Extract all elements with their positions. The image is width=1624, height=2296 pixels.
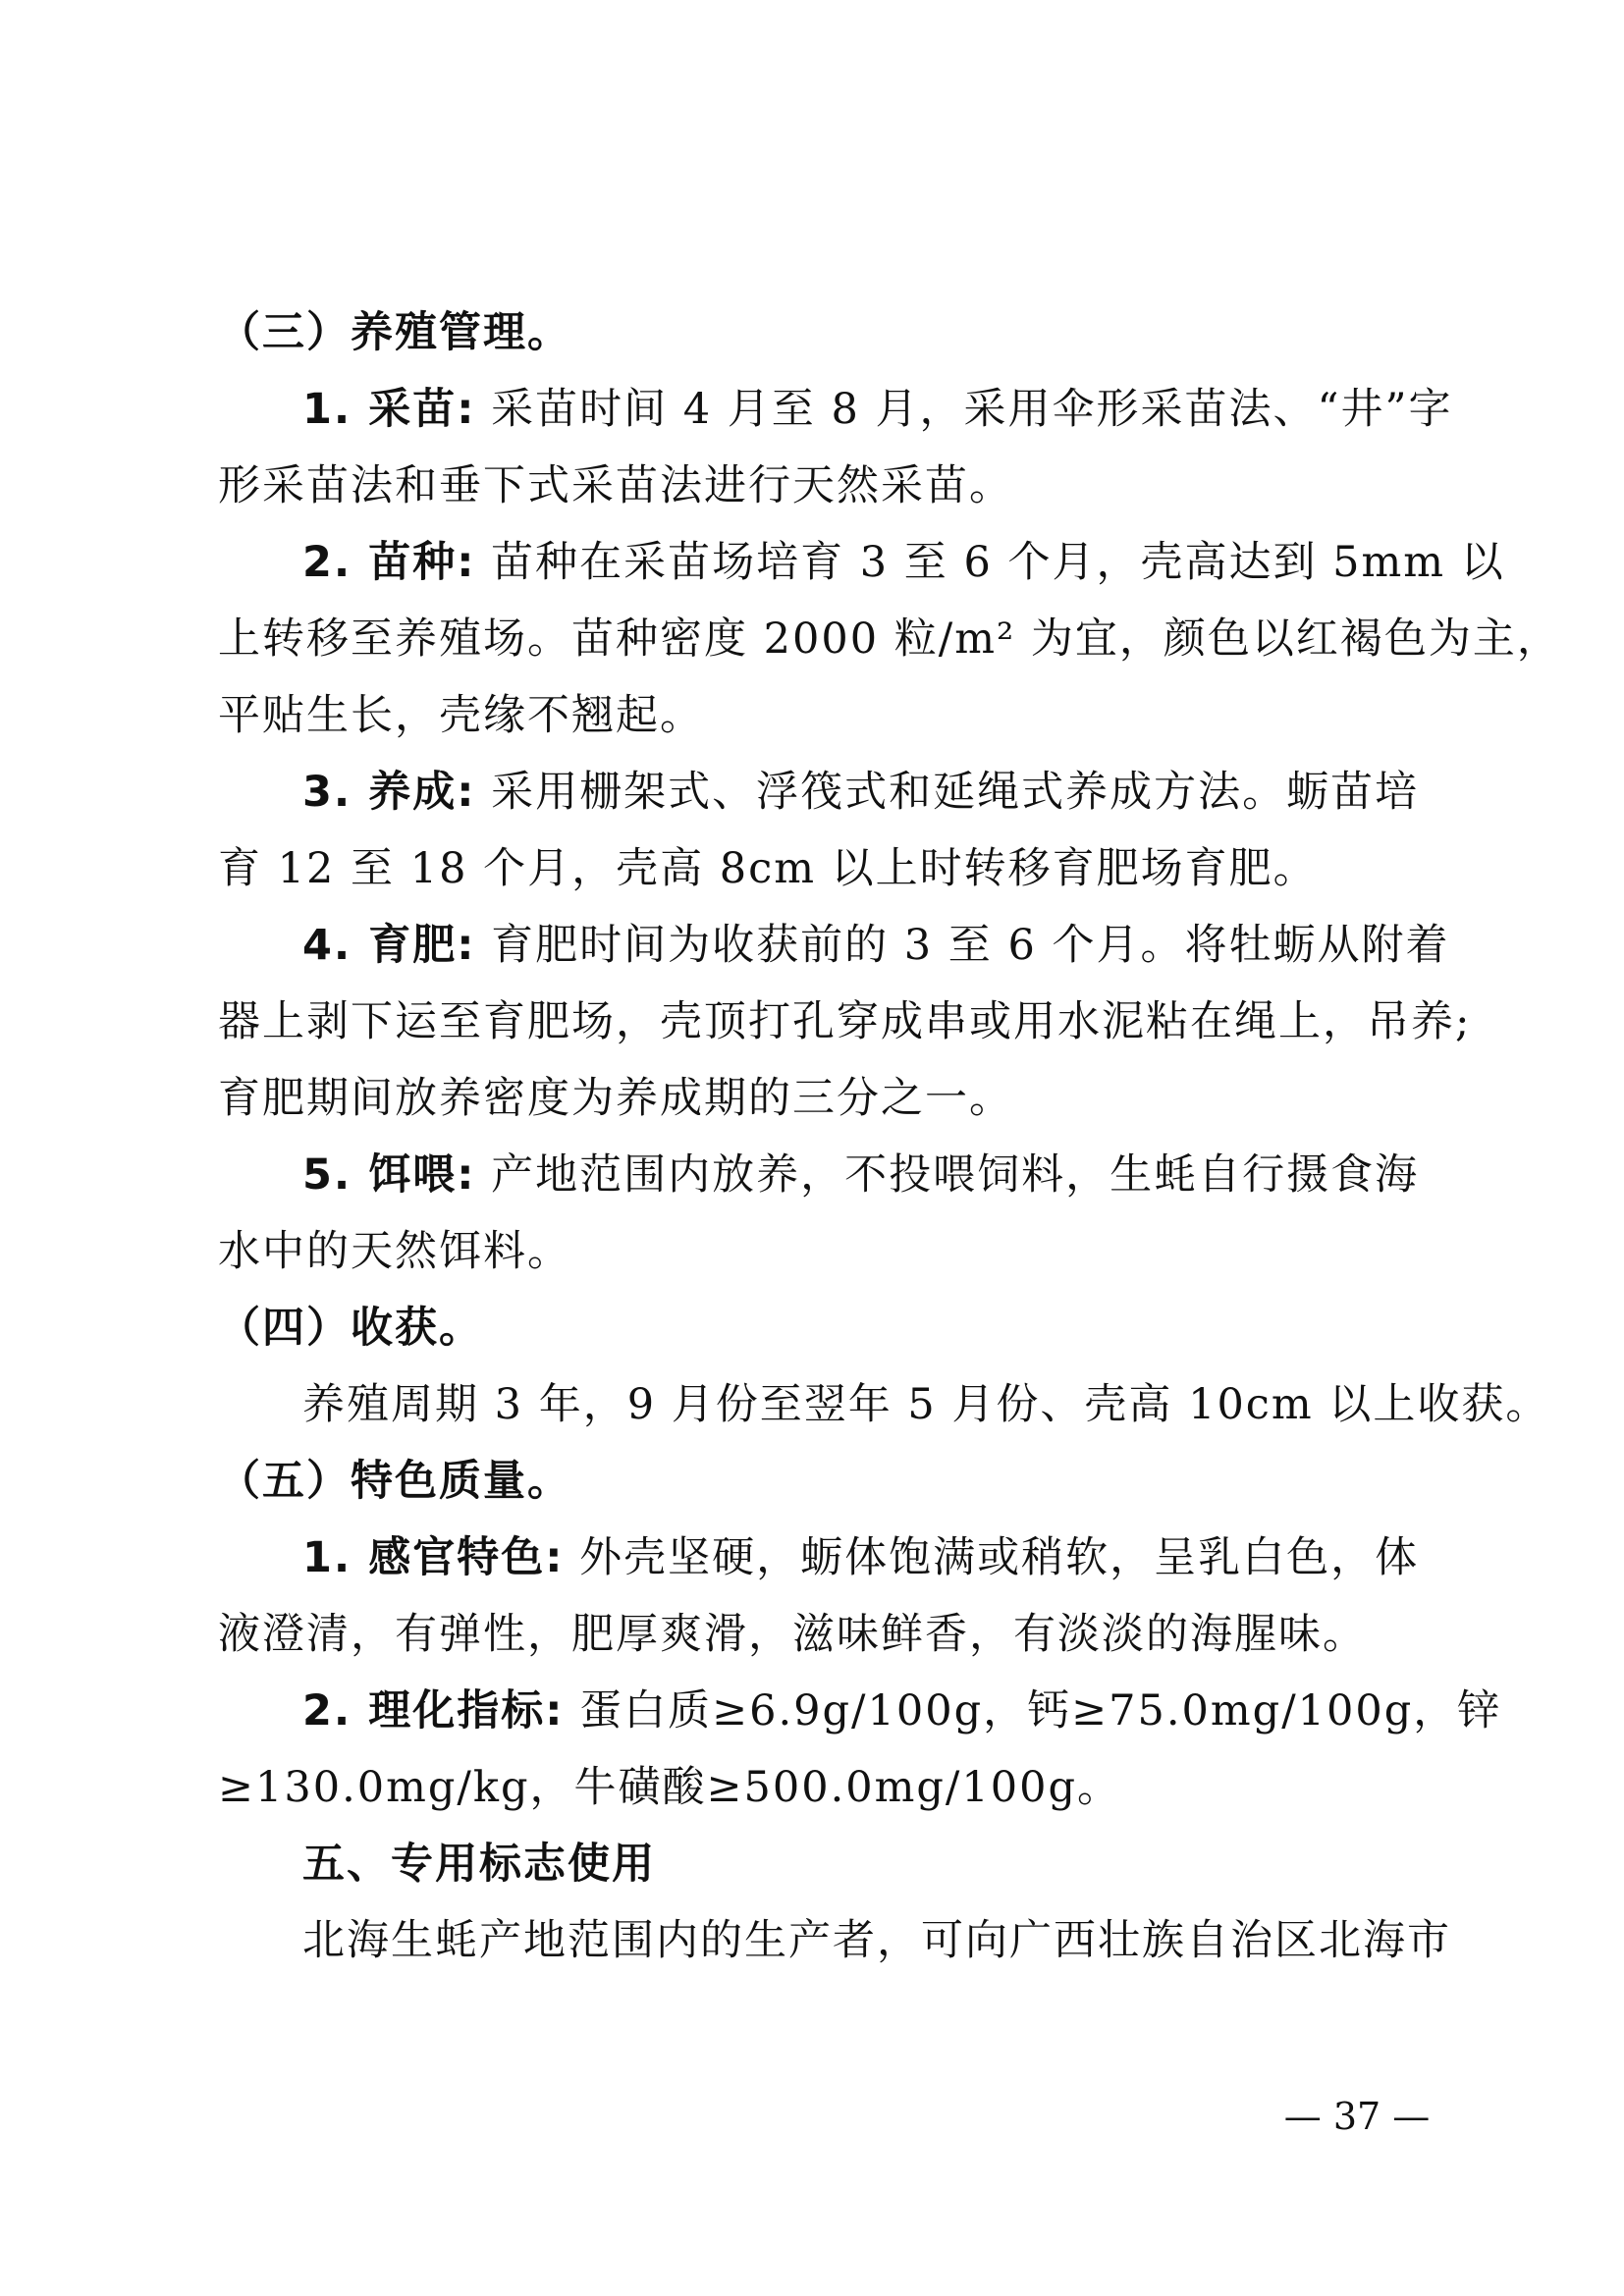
item-label: 3. 养成: [302,768,476,817]
paragraph-physicochemical [218,1673,1502,1749]
item-label: 2. 苗种: [302,538,476,587]
paragraph-text: 苗种在采苗场培育 3 至 6 个月，壳高达到 5mm 以 [491,538,1505,587]
chapter-heading-special-mark [218,1826,1426,1902]
paragraph-text: 采用栅架式、浮筏式和延绳式养成方法。蛎苗培 [491,768,1420,817]
section-heading-cultivation [218,294,1426,371]
paragraph-continuation [218,1749,1426,1826]
paragraph-fattening [218,907,1450,984]
page-number: — 37 — [1283,2095,1431,2138]
paragraph-continuation [218,830,1426,907]
paragraph-seedlings [218,524,1505,601]
chapter-heading-text: 五、专用标志使用 [302,1840,656,1889]
paragraph-text: 液澄清，有弹性，肥厚爽滑，滋味鲜香，有淡淡的海腥味。 [218,1610,1367,1659]
section-heading-text: （四）收获。 [218,1304,483,1353]
body-text [218,294,1561,1979]
paragraph-grow-out [218,754,1426,830]
paragraph-continuation [218,984,1472,1060]
paragraph-feeding [218,1137,1426,1213]
paragraph-continuation [218,1060,1426,1137]
item-label: 1. 采苗: [302,385,476,434]
paragraph-continuation [218,448,1426,524]
section-heading-text: （五）特色质量。 [218,1457,571,1506]
paragraph-continuation [218,601,1561,677]
item-label: 2. 理化指标: [302,1686,565,1735]
paragraph-text: 产地范围内放养，不投喂饲料，生蚝自行摄食海 [491,1150,1420,1200]
section-heading-quality [218,1443,1426,1520]
item-label: 5. 饵喂: [302,1150,476,1200]
paragraph-text: 形采苗法和垂下式采苗法进行天然采苗。 [218,461,1013,510]
paragraph-text: 北海生蚝产地范围内的生产者，可向广西壮族自治区北海市 [302,1916,1451,1965]
item-label: 4. 育肥: [302,921,476,970]
paragraph-seed-collection [218,371,1453,448]
paragraph-text: 采苗时间 4 月至 8 月，采用伞形采苗法、“井”字 [491,385,1453,434]
paragraph-text: 器上剥下运至育肥场，壳顶打孔穿成串或用水泥粘在绳上，吊养; [218,997,1472,1046]
paragraph-sensory [218,1520,1426,1596]
paragraph-special-mark [218,1902,1451,1979]
item-label: 1. 感官特色: [302,1533,565,1582]
paragraph-text: 平贴生长，壳缘不翘起。 [218,691,704,740]
paragraph-text: 育 12 至 18 个月，壳高 8cm 以上时转移育肥场育肥。 [218,844,1318,893]
paragraph-continuation [218,677,1426,754]
paragraph-text: 蛋白质≥6.9g/100g，钙≥75.0mg/100g，锌 [579,1686,1502,1735]
paragraph-continuation [218,1596,1426,1673]
paragraph-text: 水中的天然饵料。 [218,1227,571,1276]
paragraph-text: 外壳坚硬，蛎体饱满或稍软，呈乳白色，体 [579,1533,1420,1582]
section-heading-text: （三）养殖管理。 [218,308,571,357]
paragraph-continuation [218,1213,1426,1290]
paragraph-text: 养殖周期 3 年，9 月份至翌年 5 月份、壳高 10cm 以上收获。 [302,1380,1550,1429]
paragraph-text: 上转移至养殖场。苗种密度 2000 粒/m² 为宜，颜色以红褐色为主， [218,614,1561,664]
paragraph-text: 育肥期间放养密度为养成期的三分之一。 [218,1074,1013,1123]
paragraph-text: ≥130.0mg/kg，牛磺酸≥500.0mg/100g。 [218,1763,1122,1812]
paragraph-harvest [218,1366,1550,1443]
paragraph-text: 育肥时间为收获前的 3 至 6 个月。将牡蛎从附着 [491,921,1450,970]
section-heading-harvest [218,1290,1426,1366]
